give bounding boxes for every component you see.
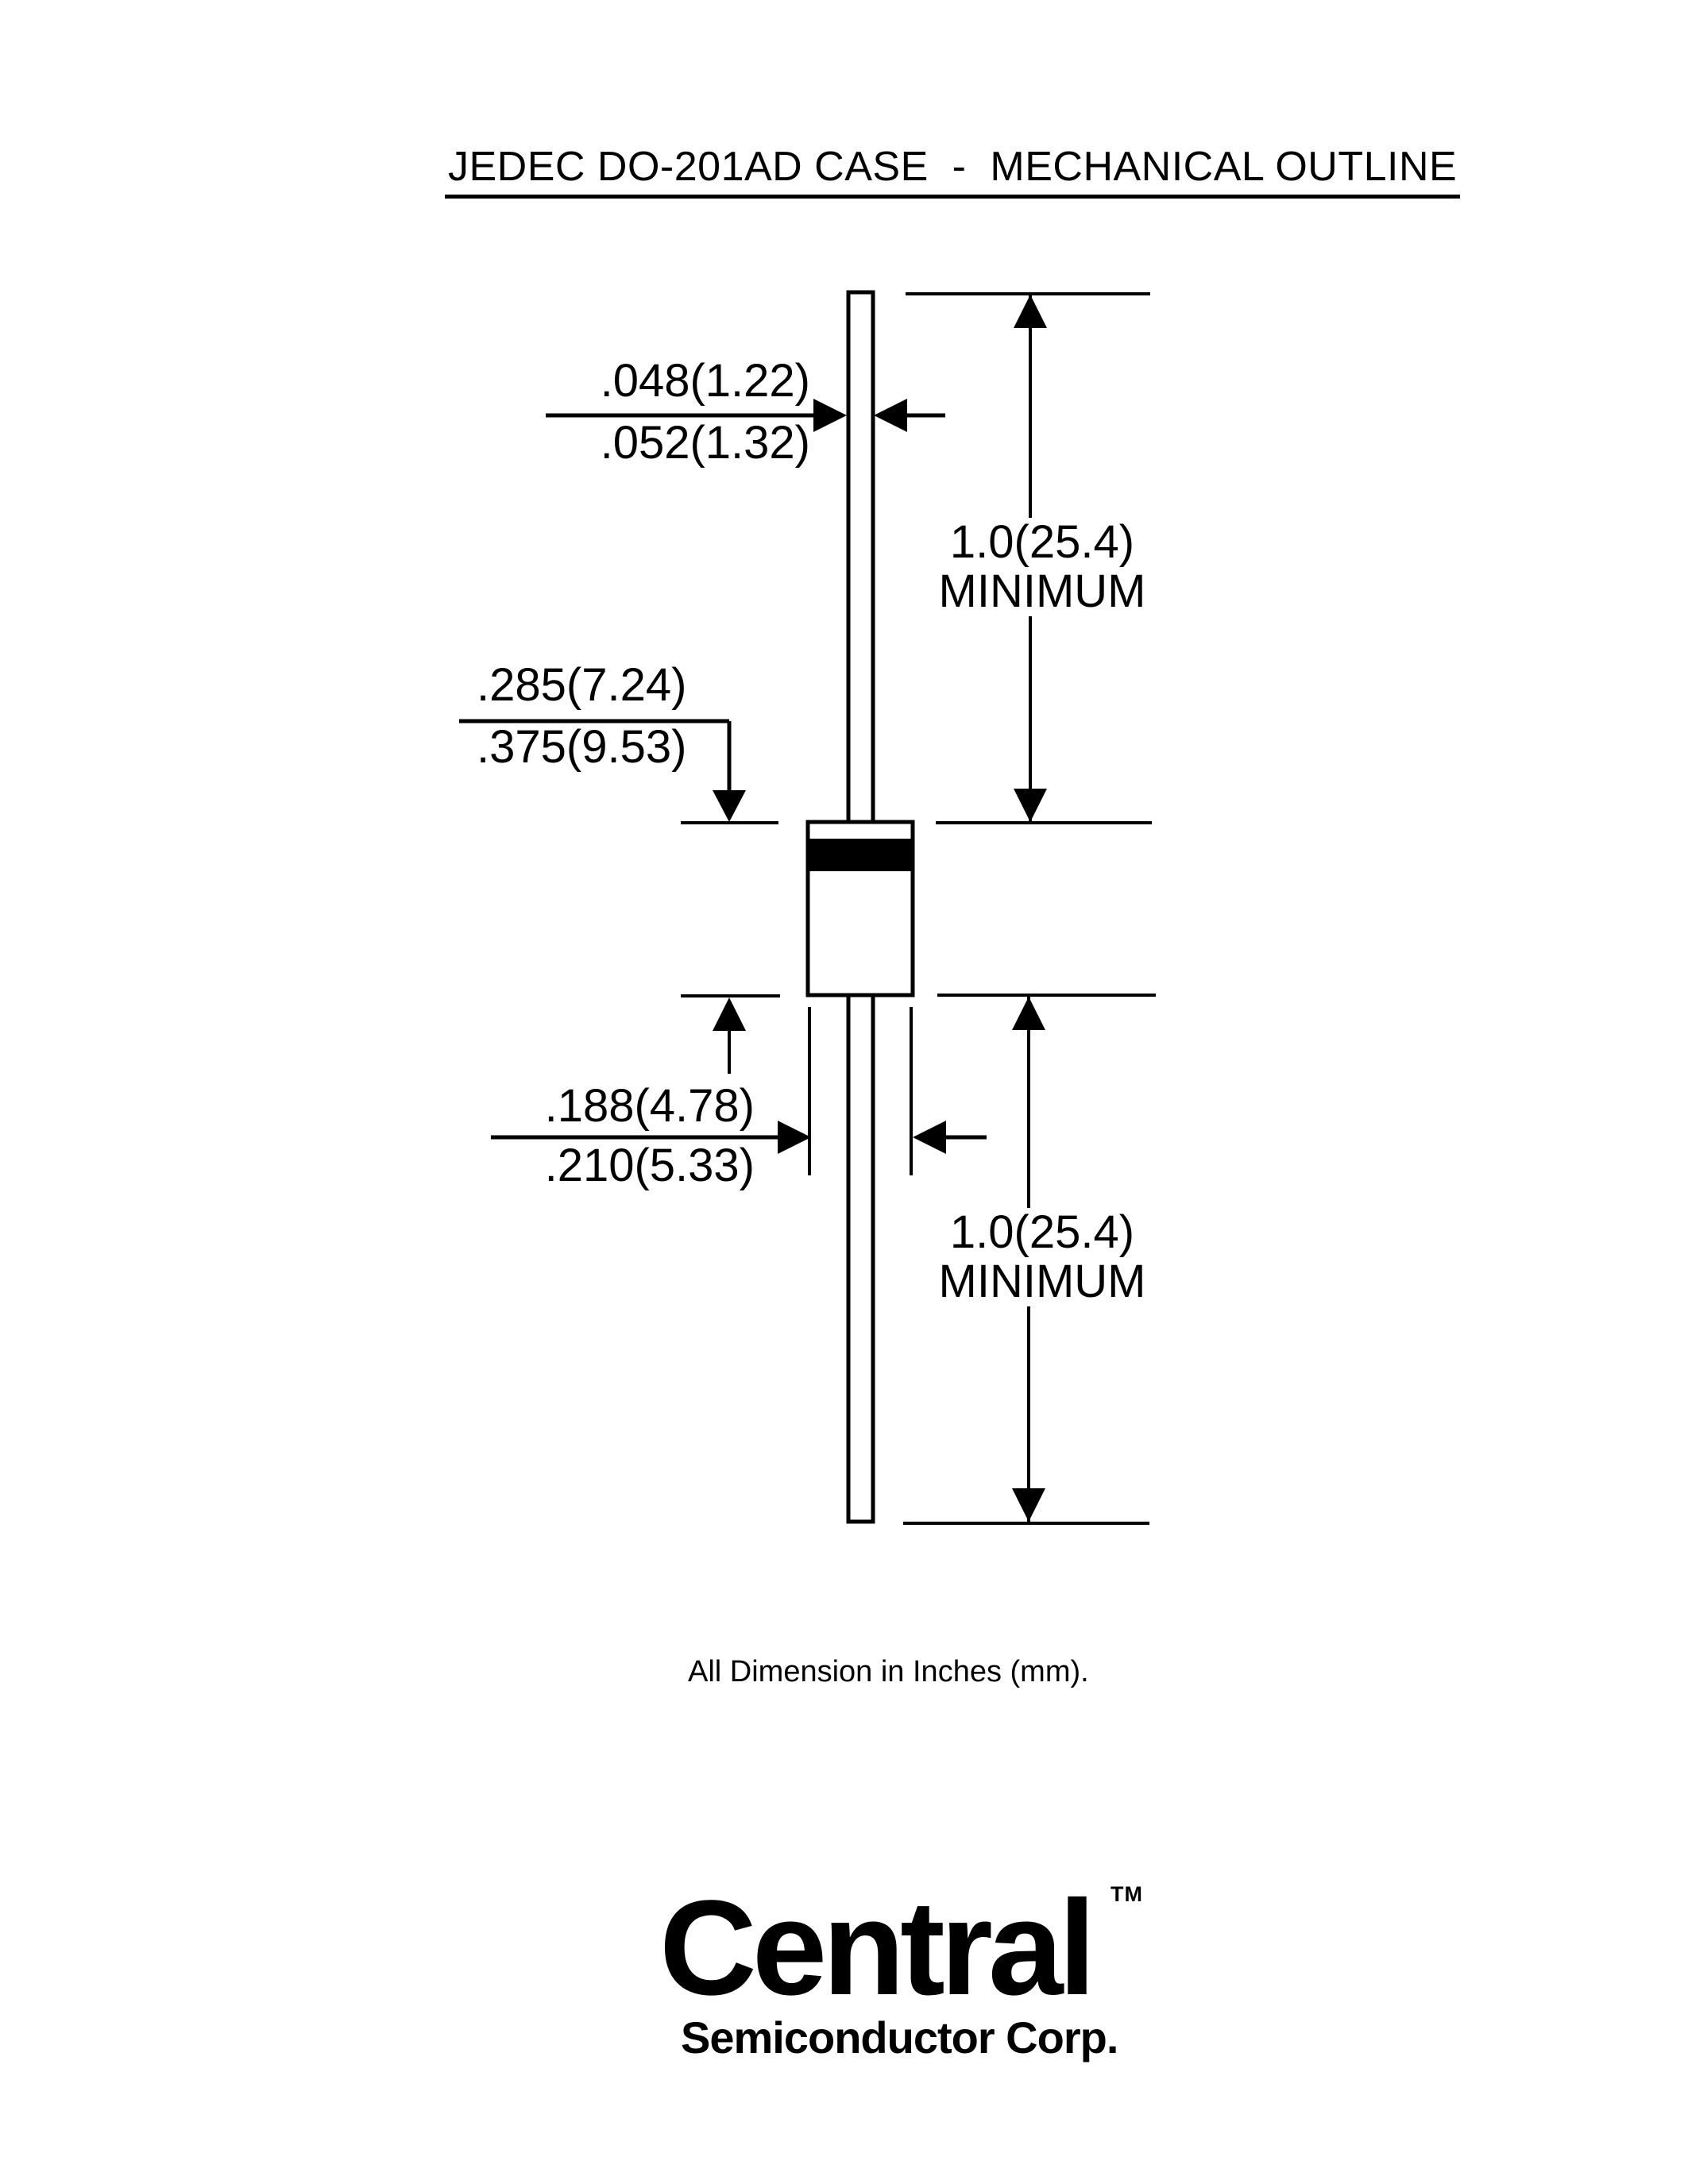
label-lead-diameter-min: .048(1.22) xyxy=(600,355,810,407)
arrowhead-top-dimension-up xyxy=(1014,295,1047,328)
top-lead xyxy=(848,292,873,826)
cathode-band xyxy=(808,839,913,871)
arrowhead-body-length-up xyxy=(713,997,746,1031)
arrowhead-bottom-dimension-up xyxy=(1012,997,1045,1030)
top-lead-length-label-group xyxy=(920,518,1165,616)
label-lead-diameter-max: .052(1.32) xyxy=(600,417,810,469)
arrowhead-body-diameter-left xyxy=(778,1121,811,1154)
arrowhead-top-dimension-down xyxy=(1014,789,1047,822)
arrowhead-body-length-down xyxy=(713,790,746,822)
arrowhead-body-diameter-right xyxy=(913,1121,946,1154)
footer-note: All Dimension in Inches (mm). xyxy=(688,1655,1089,1688)
arrowhead-lead-diameter-left xyxy=(813,399,847,432)
logo-subtitle: Semiconductor Corp. xyxy=(681,2012,1118,2062)
page-title: JEDEC DO-201AD CASE - MECHANICAL OUTLINE xyxy=(445,146,1460,199)
label-body-diameter-min: .188(4.78) xyxy=(544,1080,755,1132)
label-body-length-max: .375(9.53) xyxy=(477,721,687,773)
arrowhead-lead-diameter-right xyxy=(874,399,907,432)
label-top-lead-minimum: MINIMUM xyxy=(938,565,1146,617)
label-top-lead-length: 1.0(25.4) xyxy=(949,516,1135,568)
label-bottom-lead-minimum: MINIMUM xyxy=(938,1256,1146,1307)
logo-wordmark: Central xyxy=(659,1873,1091,2024)
bottom-lead xyxy=(848,993,873,1522)
arrowhead-bottom-dimension-down xyxy=(1012,1488,1045,1522)
label-body-diameter-max: .210(5.33) xyxy=(544,1140,755,1191)
bottom-lead-length-label-group xyxy=(920,1208,1165,1306)
trademark-symbol: TM xyxy=(1111,1882,1143,1906)
label-body-length-min: .285(7.24) xyxy=(477,659,687,711)
label-bottom-lead-length: 1.0(25.4) xyxy=(949,1206,1135,1258)
